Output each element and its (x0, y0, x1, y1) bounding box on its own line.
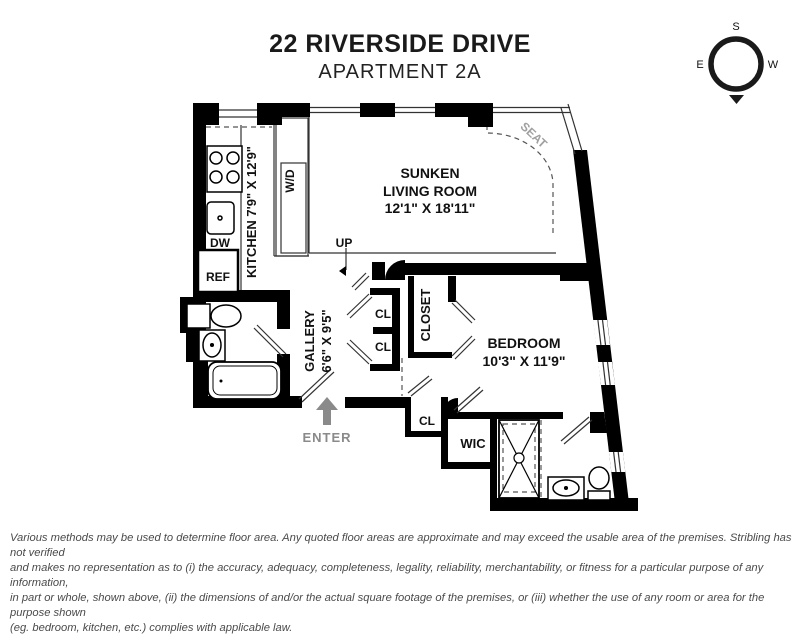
wic-label: WIC (460, 436, 486, 451)
sink-icon (199, 330, 225, 361)
disclaimer-line: in part or whole, shown above, (ii) the dimensions of and/or the actual square footage of the premises, or (iii) whether the use of any room or area for the purpose shown (10, 592, 765, 619)
dishwasher-label: DW (210, 236, 230, 250)
disclaimer-line: Various methods may be used to determine floor area. Any quoted floor areas are approximate and may exceed the usable area of the premises. Stribling has not verified (10, 532, 792, 559)
cl2-label: CL (375, 340, 391, 354)
kitchen-label: KITCHEN 7'9" X 12'9" (244, 146, 259, 278)
gallery-dims: 6'6" X 9'5" (319, 309, 334, 373)
enter-arrow-icon (316, 397, 338, 425)
compass-needle-icon (729, 95, 744, 104)
bedroom-label: BEDROOM (487, 335, 561, 351)
bedroom-dims: 10'3" X 11'9" (482, 353, 566, 369)
toilet2-icon (588, 467, 610, 500)
compass (696, 21, 778, 104)
sink2-icon (548, 477, 584, 500)
cl3-label: CL (419, 414, 435, 428)
compass-ring (711, 39, 761, 89)
compass-east: E (696, 59, 704, 71)
disclaimer (10, 531, 794, 636)
up-label: UP (335, 236, 353, 250)
living-room-label-1: SUNKEN (400, 165, 460, 181)
compass-west: W (767, 59, 779, 71)
compass-south: S (732, 21, 740, 33)
page-title: 22 RIVERSIDE DRIVE (269, 30, 531, 58)
dishwasher-icon (207, 202, 234, 234)
page-subtitle: APARTMENT 2A (318, 61, 482, 83)
stove-icon (207, 146, 242, 192)
living-room-dims: 12'1" X 18'11" (384, 200, 476, 216)
stair-tick-flag (339, 266, 346, 276)
refrigerator-label: REF (206, 270, 230, 284)
seat-label: SEAT (517, 119, 550, 151)
toilet-icon (187, 304, 241, 328)
cl1-label: CL (375, 307, 391, 321)
washer-dryer-label: W/D (283, 169, 297, 193)
closet-label: CLOSET (418, 288, 433, 342)
living-room-label-2: LIVING ROOM (382, 183, 478, 199)
disclaimer-line: (eg. bedroom, kitchen, etc.) complies with applicable law. (10, 622, 293, 634)
disclaimer-line: and makes no representation as to (i) the accuracy, adequacy, completeness, legality, reliability, merchantability, or fitness for a particular purpose of any information, (10, 562, 764, 589)
shower-icon (499, 420, 539, 498)
enter-label: ENTER (302, 430, 352, 445)
gallery-label: GALLERY (302, 310, 317, 372)
bathtub-icon (208, 362, 281, 399)
